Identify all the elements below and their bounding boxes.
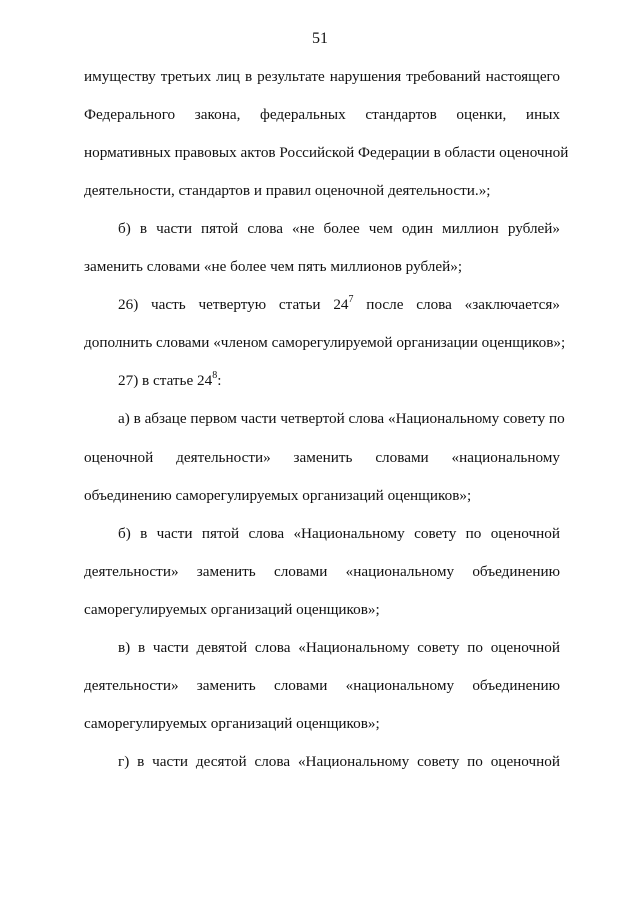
- text-line-14: деятельности» заменить словами «национальному объединению: [84, 563, 560, 580]
- text-line-13: б) в части пятой слова «Национальному совету по оценочной: [118, 525, 560, 542]
- page-number: 51: [312, 30, 328, 47]
- text-line-6: заменить словами «не более чем пять миллионов рублей»;: [84, 258, 463, 275]
- text-line-16: в) в части девятой слова «Национальному совету по оценочной: [118, 639, 560, 656]
- text-line-7: [118, 295, 560, 315]
- superscript-7: 7: [348, 294, 354, 305]
- text-line-4: деятельности, стандартов и правил оценочной деятельности.»;: [84, 182, 491, 199]
- text-line-18: саморегулируемых организаций оценщиков»;: [84, 715, 380, 732]
- text-line-17: деятельности» заменить словами «национальному объединению: [84, 677, 560, 694]
- text-line-12: объединению саморегулируемых организаций оценщиков»;: [84, 487, 472, 504]
- text-line-11: оценочной деятельности» заменить словами «национальному: [84, 449, 560, 466]
- text-line-3: нормативных правовых актов Российской Федерации в области оценочной: [84, 144, 569, 161]
- text-line-2: Федерального закона, федеральных стандартов оценки, иных: [84, 106, 560, 123]
- text-line-1: имуществу третьих лиц в результате нарушения требований настоящего: [84, 68, 560, 85]
- text-line-9-part-2: :: [217, 372, 222, 389]
- superscript-8: 8: [212, 370, 218, 381]
- text-line-5: б) в части пятой слова «не более чем один миллион рублей»: [118, 220, 560, 237]
- text-line-9-part-1: 27) в статье 24: [118, 372, 213, 389]
- text-line-7-part-1: 26) часть четвертую статьи 24: [118, 296, 349, 313]
- text-line-9: [118, 371, 560, 391]
- text-line-15: саморегулируемых организаций оценщиков»;: [84, 601, 380, 618]
- text-line-10: а) в абзаце первом части четвертой слова «Национальному совету по: [118, 410, 565, 427]
- text-line-19: г) в части десятой слова «Национальному совету по оценочной: [118, 753, 560, 770]
- text-line-7-part-2: после слова «заключается»: [353, 296, 561, 313]
- text-line-8: дополнить словами «членом саморегулируемой организации оценщиков»;: [84, 334, 566, 351]
